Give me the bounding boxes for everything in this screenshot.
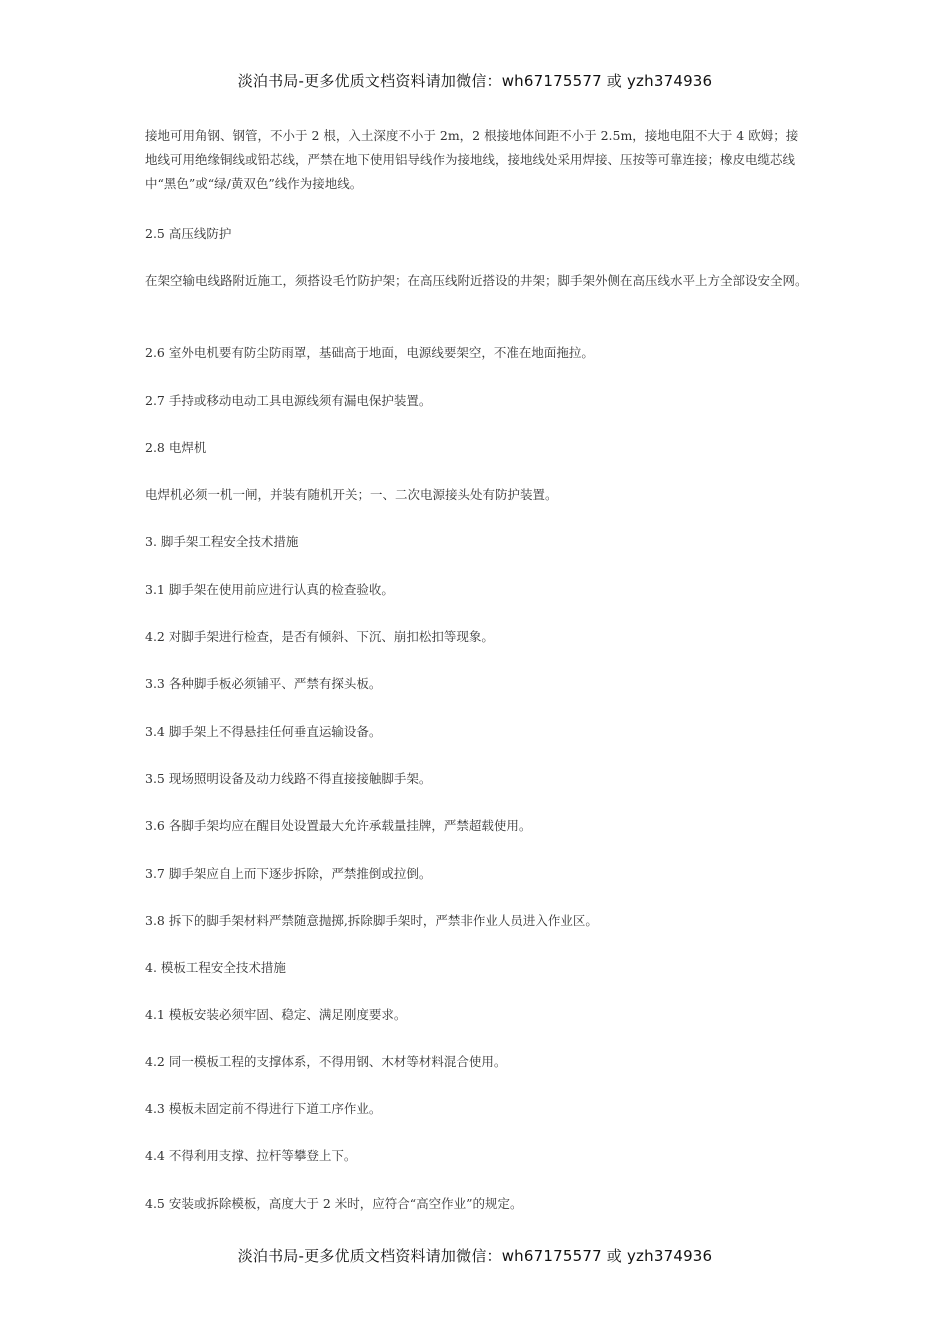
item-4-3: 4.3 模板未固定前不得进行下道工序作业。 xyxy=(145,1101,382,1116)
item-3-7: 3.7 脚手架应自上而下逐步拆除，严禁推倒或拉倒。 xyxy=(145,866,432,881)
item-2-6: 2.6 室外电机要有防尘防雨罩，基础高于地面，电源线要架空，不准在地面拖拉。 xyxy=(145,345,594,360)
item-2-7: 2.7 手持或移动电动工具电源线须有漏电保护装置。 xyxy=(145,393,432,408)
item-4-2: 4.2 同一模板工程的支撑体系，不得用钢、木材等材料混合使用。 xyxy=(145,1054,507,1069)
item-3-8: 3.8 拆下的脚手架材料严禁随意抛掷,拆除脚手架时，严禁非作业人员进入作业区。 xyxy=(145,913,598,928)
footer-watermark-banner: 淡泊书局-更多优质文档资料请加微信：wh67175577 或 yzh374936 xyxy=(237,1247,713,1265)
item-4-2-scaffold: 4.2 对脚手架进行检查，是否有倾斜、下沉、崩扣松扣等现象。 xyxy=(145,629,494,644)
item-3-6: 3.6 各脚手架均应在醒目处设置最大允许承载量挂牌，严禁超载使用。 xyxy=(145,818,532,833)
item-4-1: 4.1 模板安装必须牢固、稳定、满足刚度要求。 xyxy=(145,1007,407,1022)
item-3-5: 3.5 现场照明设备及动力线路不得直接接触脚手架。 xyxy=(145,771,432,786)
heading-2-5: 2.5 高压线防护 xyxy=(145,226,232,241)
heading-2-8: 2.8 电焊机 xyxy=(145,440,207,455)
item-3-4: 3.4 脚手架上不得悬挂任何垂直运输设备。 xyxy=(145,724,382,739)
heading-section-3: 3. 脚手架工程安全技术措施 xyxy=(145,534,299,549)
item-4-5: 4.5 安装或拆除模板，高度大于 2 米时，应符合“高空作业”的规定。 xyxy=(145,1196,523,1211)
paragraph-high-voltage: 在架空输电线路附近施工，须搭设毛竹防护架；在高压线附近搭设的井架；脚手架外侧在高压线水平上方全部设安全网。 xyxy=(145,273,808,288)
heading-section-4: 4. 模板工程安全技术措施 xyxy=(145,960,286,975)
item-3-1: 3.1 脚手架在使用前应进行认真的检查验收。 xyxy=(145,582,394,597)
item-4-4: 4.4 不得利用支撑、拉杆等攀登上下。 xyxy=(145,1148,357,1163)
header-watermark-banner: 淡泊书局-更多优质文档资料请加微信：wh67175577 或 yzh374936 xyxy=(237,72,713,90)
paragraph-grounding: 接地可用角钢、钢管，不小于 2 根，入土深度不小于 2m，2 根接地体间距不小于 2.5m，接地电阻不大于 4 欧姆；接地线可用绝缘铜线或铅芯线，严禁在地下使用铝导线作为接地线，接地线处采用焊接、压按等可靠连接；橡皮电缆芯线中“黑色”或“绿/黄双色”线作为接地线。 xyxy=(145,128,799,191)
paragraph-welder: 电焊机必须一机一闸，并装有随机开关；一、二次电源接头处有防护装置。 xyxy=(145,487,558,502)
item-3-3: 3.3 各种脚手板必须铺平、严禁有探头板。 xyxy=(145,676,382,691)
